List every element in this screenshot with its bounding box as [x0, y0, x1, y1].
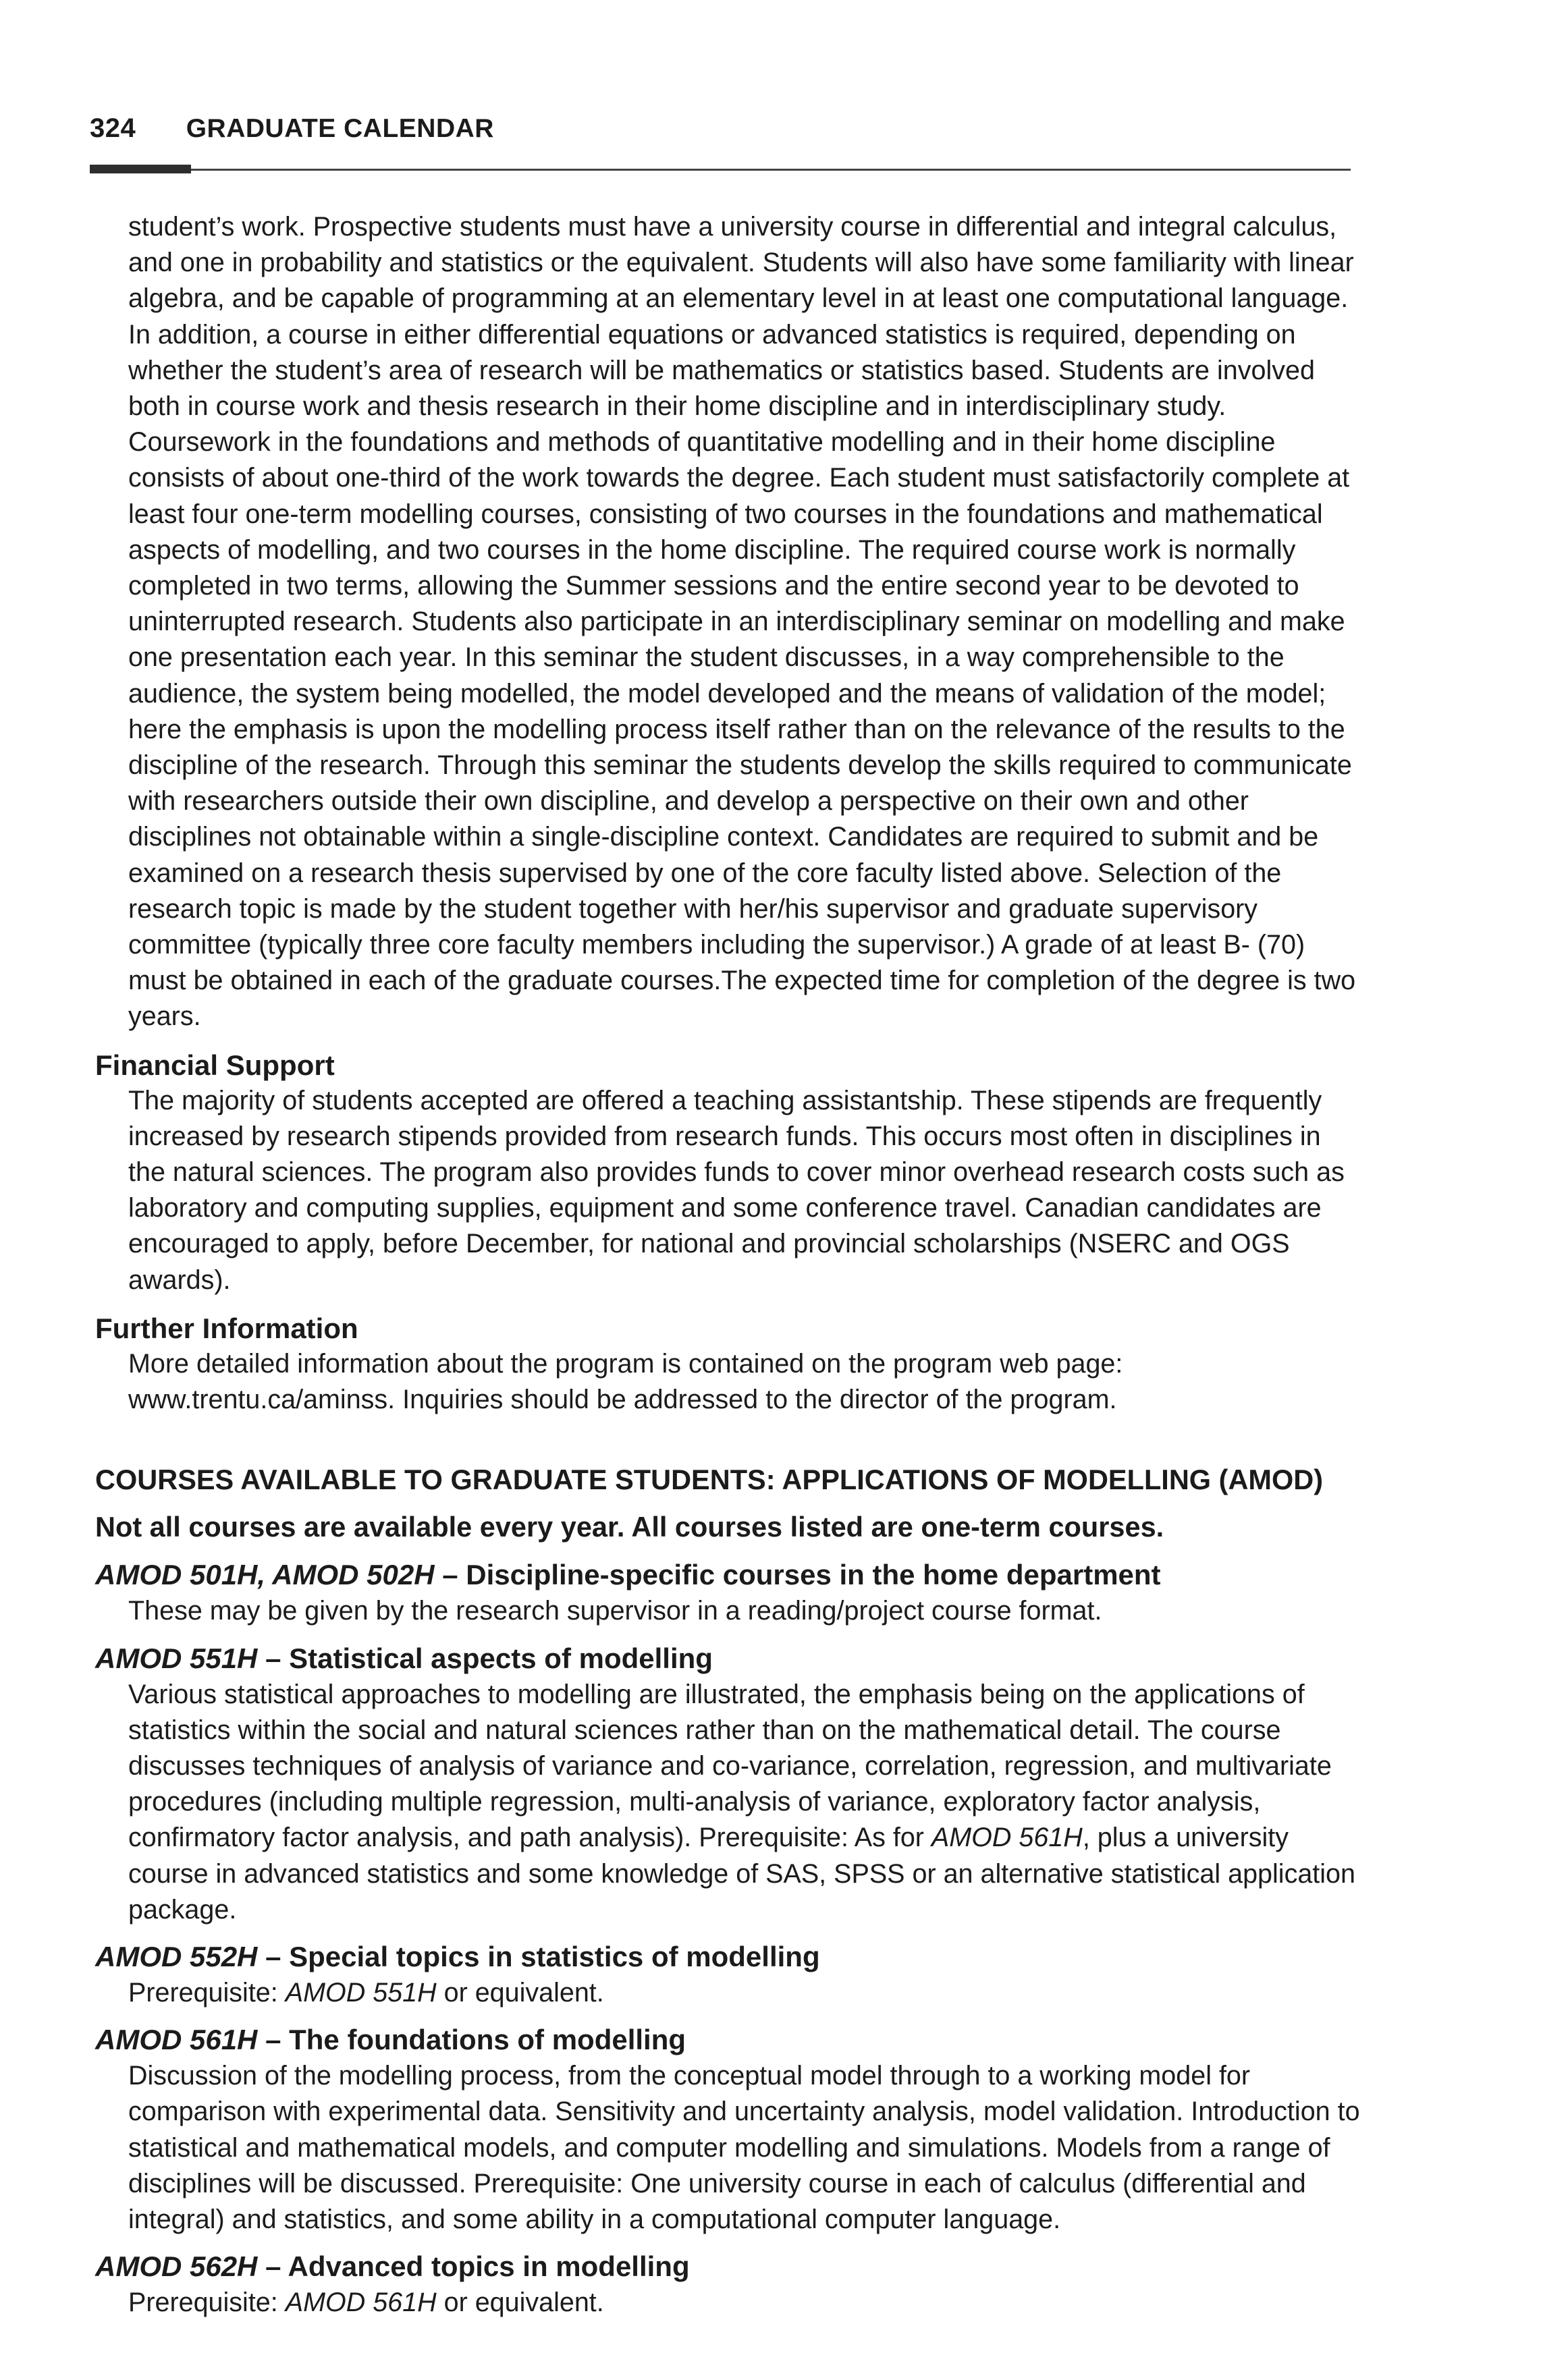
financial-support-section [0, 1047, 1541, 1298]
course-code: AMOD 562H [95, 2250, 258, 2283]
running-title: GRADUATE CALENDAR [186, 114, 494, 143]
page-header [90, 113, 1350, 144]
course-description-text: Discussion of the modelling process, from the conceptual model through to a working model for comparison with experimental data. Sensitivity and uncertainty analysis, model validation. Introduction to statistical and mathematical models, and computer modelling and simulations. Models from a range of disciplines will be discussed. Prerequisite: One university course in each of calculus (differential and integral) and statistics, and some ability in a computational computer language. [128, 2061, 1360, 2234]
course-title [95, 1939, 1541, 1975]
course-entry [0, 2248, 1541, 2321]
page-body [0, 209, 1541, 2321]
course-entry [0, 1640, 1541, 1928]
course-description [128, 1677, 1363, 1928]
further-information-text: More detailed information about the program is contained on the program web page: www.trentu.ca/aminss. Inquiries should be addressed to the director of the program. [128, 1348, 1123, 1415]
further-information-section [0, 1310, 1541, 1418]
course-name: – Statistical aspects of modelling [257, 1642, 713, 1674]
course-title [95, 2248, 1541, 2285]
course-title [95, 1640, 1541, 1677]
program-description-paragraph: student’s work. Prospective students must have a university course in differential and integral calculus, and one in probability and statistics or the equivalent. Students will also have some familiarity with linear algebra, and be capable of programming at an elementary level in at least one computational language. In addition, a course in either differential equations or advanced statistics is required, depending on whether the student’s area of research will be mathematics or statistics based. Students are involved both in course work and thesis research in their home discipline and in interdisciplinary study. Coursework in the foundations and methods of quantitative modelling and in their home discipline consists of about one-third of the work towards the degree. Each student must satisfactorily complete at least four one-term modelling courses, consisting of two courses in the foundations and mathematical aspects of modelling, and two courses in the home discipline. The required course work is normally completed in two terms, allowing the Summer sessions and the entire second year to be devoted to uninterrupted research. Students also participate in an interdisciplinary seminar on modelling and make one presentation each year. In this seminar the student discusses, in a way comprehensible to the audience, the system being modelled, the model developed and the means of validation of the model; here the emphasis is upon the modelling process itself rather than on the relevance of the results to the discipline of the research. Through this seminar the students develop the skills required to communicate with researchers outside their own discipline, and develop a perspective on their own and other disciplines not obtainable within a single-discipline context. Candidates are required to submit and be examined on a research thesis supervised by one of the core faculty listed above. Selection of the research topic is made by the student together with her/his supervisor and graduate supervisory committee (typically three core faculty members including the supervisor.) A grade of at least B- (70) must be obtained in each of the graduate courses.The expected time for completion of the degree is two years. [128, 212, 1356, 1032]
course-name: – Discipline-specific courses in the home department [434, 1559, 1161, 1591]
courses-availability-note: Not all courses are available every year. All courses listed are one-term courses. [95, 1511, 1164, 1543]
course-title [95, 2022, 1541, 2058]
course-code: AMOD 552H [95, 1940, 258, 1972]
header-rule-accent [90, 165, 191, 173]
course-description-text: These may be given by the research supervisor in a reading/project course format. [128, 1596, 1102, 1626]
course-description-text: Prerequisite: [128, 2288, 286, 2318]
course-title [95, 1557, 1541, 1593]
course-entry [0, 1939, 1541, 2011]
course-description-text: Prerequisite: [128, 1977, 286, 2008]
course-description [128, 2285, 1363, 2321]
course-description-tail: or equivalent. [436, 1977, 604, 2008]
course-reference: AMOD 551H [285, 1977, 437, 2008]
course-reference: AMOD 561H [285, 2288, 437, 2318]
course-description-tail: , plus a university course in advanced statistics and some knowledge of SAS, SPSS or an alternative statistical application package. [128, 1823, 1355, 1925]
financial-support-heading: Financial Support [95, 1049, 335, 1081]
courses-section-heading: COURSES AVAILABLE TO GRADUATE STUDENTS: APPLICATIONS OF MODELLING (AMOD) [95, 1464, 1324, 1496]
course-description [128, 1975, 1363, 2011]
course-code: AMOD 501H, AMOD 502H [95, 1559, 435, 1591]
course-description-tail: or equivalent. [436, 2288, 604, 2318]
course-code: AMOD 561H [95, 2024, 258, 2056]
course-description-text: Various statistical approaches to modelling are illustrated, the emphasis being on the applications of statistics within the social and natural sciences rather than on the mathematical detail. The course discusses techniques of analysis of variance and co-variance, correlation, regression, and multivariate procedures (including multiple regression, multi-analysis of variance, exploratory factor analysis, confirmatory factor analysis, and path analysis). Prerequisite: As for [128, 1679, 1332, 1853]
course-code: AMOD 551H [95, 1642, 258, 1674]
course-description [128, 2058, 1363, 2238]
course-entry [0, 1557, 1541, 1629]
course-name: – Advanced topics in modelling [257, 2250, 690, 2283]
course-name: – Special topics in statistics of modelling [257, 1940, 820, 1972]
header-rule [191, 169, 1351, 171]
further-information-heading: Further Information [95, 1312, 358, 1344]
course-reference: AMOD 561H [931, 1823, 1083, 1853]
page-number: 324 [90, 113, 136, 143]
course-description [128, 1593, 1363, 1629]
course-name: – The foundations of modelling [257, 2024, 686, 2056]
financial-support-text: The majority of students accepted are offered a teaching assistantship. These stipends are frequently increased by research stipends provided from research funds. This occurs most often in disciplines in the natural sciences. The program also provides funds to cover minor overhead research costs such as laboratory and computing supplies, equipment and some conference travel. Canadian candidates are encouraged to apply, before December, for national and provincial scholarships (NSERC and OGS awards). [128, 1085, 1345, 1295]
course-list [0, 1557, 1541, 2321]
course-entry [0, 2022, 1541, 2238]
